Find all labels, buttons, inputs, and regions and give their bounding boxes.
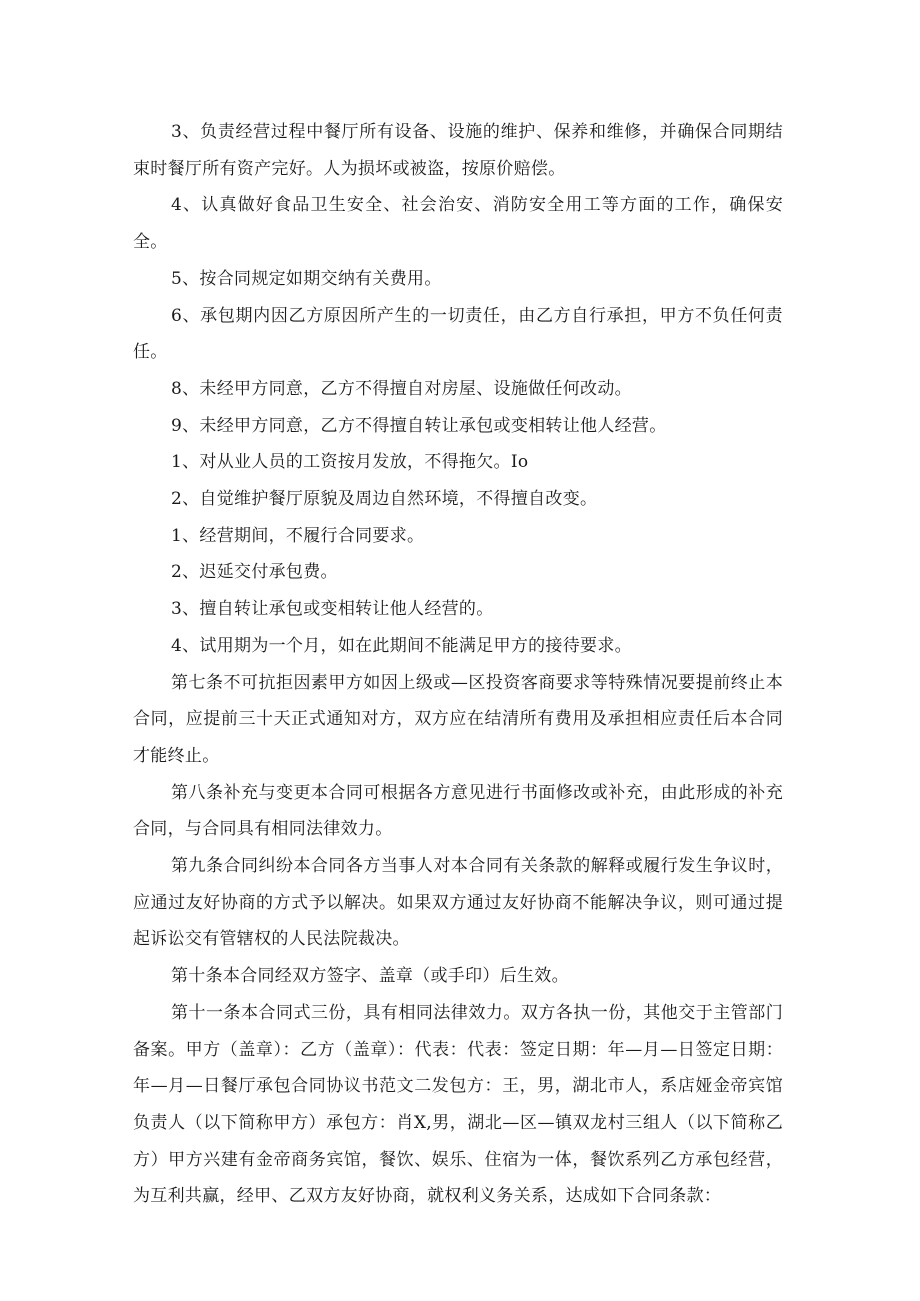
article-10-effectiveness: 第十条本合同经双方签字、盖章（或手印）后生效。	[171, 966, 569, 987]
clause-5-fees: 5、按合同规定如期交纳有关费用。	[171, 268, 442, 289]
article-8-amendment: 第八条补充与变更本合同可根据各方意见进行书面修改或补充，由此形成的补充合同，与合同具有相同法律效力。	[133, 782, 783, 840]
clause-6-liability: 6、承包期内因乙方原因所产生的一切责任，由乙方自行承担，甲方不负任何责任。	[133, 305, 783, 363]
article-11-copies-and-contract-two: 第十一条本合同式三份，具有相同法律效力。双方各执一份，其他交于主管部门备案。甲方（盖章）：乙方（盖章）：代表：代表：签定日期：年—月—日签定日期：年—月—日餐厅承包合同协议书范文二发包方：王，男，湖北市人，系店娅金帝宾馆负责人（以下简称甲方）承包方：肖X,男，湖北—区—镇双龙村三组人（以下简称乙方）甲方兴建有金帝商务宾馆，餐饮、娱乐、住宿为一体，餐饮系列乙方承包经营，为互利共赢，经甲、乙双方友好协商，就权利义务关系，达成如下合同条款：	[133, 1002, 783, 1207]
clause-1-breach: 1、经营期间，不履行合同要求。	[171, 525, 425, 546]
clause-1-wages: 1、对从业人员的工资按月发放，不得拖欠。Io	[171, 452, 529, 473]
article-9-disputes: 第九条合同纠纷本合同各方当事人对本合同有关条款的解释或履行发生争议时，应通过友好协商的方式予以解决。如果双方通过友好协商不能解决争议，则可通过提起诉讼交有管辖权的人民法院裁决。	[133, 856, 783, 950]
article-7-force-majeure: 第七条不可抗拒因素甲方如因上级或—区投资客商要求等特殊情况要提前终止本合同，应提前三十天正式通知对方，双方应在结清所有费用及承担相应责任后本合同才能终止。	[133, 672, 783, 766]
clause-8-no-alteration: 8、未经甲方同意，乙方不得擅自对房屋、设施做任何改动。	[171, 378, 632, 399]
clause-9-no-transfer: 9、未经甲方同意，乙方不得擅自转让承包或变相转让他人经营。	[171, 415, 667, 436]
clause-4-safety: 4、认真做好食品卫生安全、社会治安、消防安全用工等方面的工作，确保安全。	[133, 195, 783, 253]
document-body	[133, 114, 783, 1215]
clause-2-environment: 2、自觉维护餐厅原貌及周边自然环境，不得擅自改变。	[171, 489, 598, 510]
clause-3-unauthorized-transfer: 3、擅自转让承包或变相转让他人经营的。	[171, 599, 494, 620]
clause-2-late-payment: 2、迟延交付承包费。	[171, 562, 338, 583]
clause-4-probation: 4、试用期为一个月，如在此期间不能满足甲方的接待要求。	[171, 635, 632, 656]
clause-3-equipment-maintenance: 3、负责经营过程中餐厅所有设备、设施的维护、保养和维修，并确保合同期结束时餐厅所有资产完好。人为损坏或被盗，按原价赔偿。	[133, 122, 783, 179]
